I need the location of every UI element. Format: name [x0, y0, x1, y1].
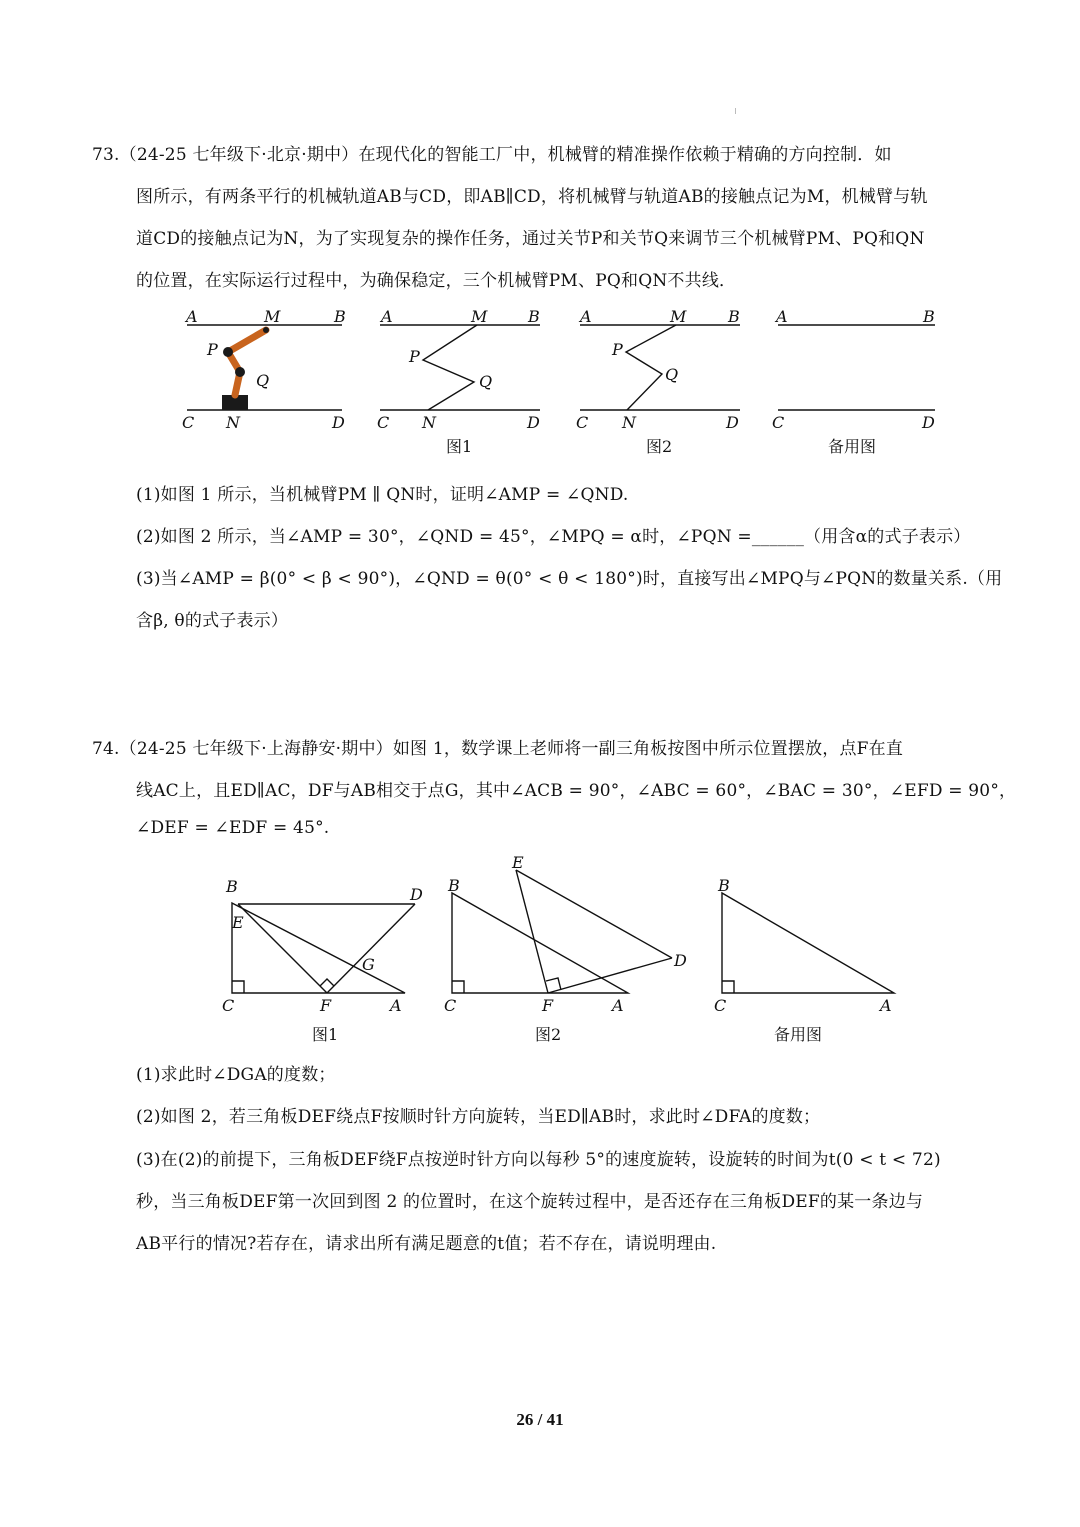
label-Q: Q [479, 372, 493, 391]
caption-figure-1: 图1 [446, 437, 473, 456]
label-N: N [622, 413, 636, 432]
robot-figure [182, 307, 346, 432]
page-number: 26 / 41 [516, 1410, 564, 1429]
label-A: A [580, 307, 592, 326]
label-G: G [362, 955, 375, 974]
caption-figure-spare: 备用图 [774, 1025, 823, 1044]
figure-2 [576, 307, 740, 456]
label-B: B [923, 307, 935, 326]
label-N: N [226, 413, 240, 432]
caption-figure-1: 图1 [312, 1025, 339, 1044]
scan-mark [735, 108, 736, 114]
label-D: D [332, 413, 345, 432]
label-B: B [528, 307, 540, 326]
label-A: A [880, 996, 892, 1015]
question-74-4: 秒，当三角板DEF第一次回到图 2 的位置时，在这个旋转过程中，是否还存在三角板DEF的某一条边与 [136, 1192, 924, 1212]
label-D: D [726, 413, 739, 432]
label-M: M [670, 307, 687, 326]
caption-figure-spare: 备用图 [828, 437, 877, 456]
question-74-2: (2)如图 2，若三角板DEF绕点F按顺时针方向旋转，当ED∥AB时，求此时∠DFA的度数； [136, 1107, 821, 1127]
question-73-1: (1)如图 1 所示，当机械臂PM ∥ QN时，证明∠AMP = ∠QND. [136, 485, 629, 505]
label-C: C [714, 996, 727, 1015]
label-C: C [222, 996, 235, 1015]
label-A: A [390, 996, 402, 1015]
question-74-1: (1)求此时∠DGA的度数； [136, 1065, 336, 1085]
figure-1 [222, 877, 423, 1044]
label-Q: Q [256, 371, 270, 390]
problem-73-line-3: 道CD的接触点记为N，为了实现复杂的操作任务，通过关节P和关节Q来调节三个机械臂PM、PQ和QN [136, 229, 925, 249]
label-B: B [226, 877, 238, 896]
label-N: N [422, 413, 436, 432]
label-E: E [512, 853, 524, 872]
label-D: D [922, 413, 935, 432]
label-D: D [410, 885, 423, 904]
figure-spare [772, 307, 935, 456]
problem-73-line-1: 73.（24-25 七年级下·北京·期中）在现代化的智能工厂中，机械臂的精准操作依赖于精确的方向控制．如 [92, 145, 892, 165]
figure-2 [444, 853, 687, 1044]
problem-73-line-4: 的位置，在实际运行过程中，为确保稳定，三个机械臂PM、PQ和QN不共线． [136, 271, 737, 291]
question-74-5: AB平行的情况?若存在，请求出所有满足题意的t值；若不存在，请说明理由. [136, 1234, 717, 1254]
label-B: B [448, 876, 460, 895]
label-A: A [186, 307, 198, 326]
label-A: A [776, 307, 788, 326]
problem-73-line-2: 图所示，有两条平行的机械轨道AB与CD，即AB∥CD，将机械臂与轨道AB的接触点记为M，机械臂与轨 [136, 187, 928, 207]
problem-73-figures [0, 300, 1080, 460]
label-E: E [232, 913, 244, 932]
label-D: D [527, 413, 540, 432]
caption-figure-2: 图2 [535, 1025, 562, 1044]
caption-figure-2: 图2 [646, 437, 673, 456]
label-B: B [718, 876, 730, 895]
label-C: C [182, 413, 195, 432]
problem-74-line-2: 线AC上，且ED∥AC，DF与AB相交于点G，其中∠ACB = 90°，∠ABC = 60°，∠BAC = 30°，∠EFD = 90°， [136, 781, 1017, 801]
label-C: C [772, 413, 785, 432]
question-73-2: (2)如图 2 所示，当∠AMP = 30°，∠QND = 45°，∠MPQ = α时，∠PQN =______（用含α的式子表示） [136, 527, 971, 547]
label-B: B [334, 307, 346, 326]
label-C: C [444, 996, 457, 1015]
label-P: P [207, 340, 218, 359]
label-C: C [377, 413, 390, 432]
robot-arm-icon [222, 327, 269, 410]
figure-1 [377, 307, 540, 456]
label-D: D [674, 951, 687, 970]
question-73-4: 含β, θ的式子表示） [136, 611, 289, 631]
problem-74-line-1: 74.（24-25 七年级下·上海静安·期中）如图 1，数学课上老师将一副三角板按图中所示位置摆放，点F在直 [92, 739, 904, 759]
label-M: M [264, 307, 281, 326]
label-C: C [576, 413, 589, 432]
label-M: M [471, 307, 488, 326]
label-A: A [381, 307, 393, 326]
label-F: F [320, 996, 332, 1015]
figure-spare [714, 876, 894, 1044]
question-73-3: (3)当∠AMP = β(0° < β < 90°)，∠QND = θ(0° < θ < 180°)时，直接写出∠MPQ与∠PQN的数量关系.（用 [136, 569, 1003, 589]
question-74-3: (3)在(2)的前提下，三角板DEF绕F点按逆时针方向以每秒 5°的速度旋转，设旋转的时间为t(0 < t < 72) [136, 1150, 941, 1170]
problem-74-figures [0, 850, 1080, 1050]
label-A: A [612, 996, 624, 1015]
label-Q: Q [665, 365, 679, 384]
problem-74-line-3: ∠DEF = ∠EDF = 45°. [136, 818, 330, 838]
label-P: P [612, 340, 623, 359]
label-B: B [728, 307, 740, 326]
label-P: P [409, 347, 420, 366]
label-F: F [542, 996, 554, 1015]
